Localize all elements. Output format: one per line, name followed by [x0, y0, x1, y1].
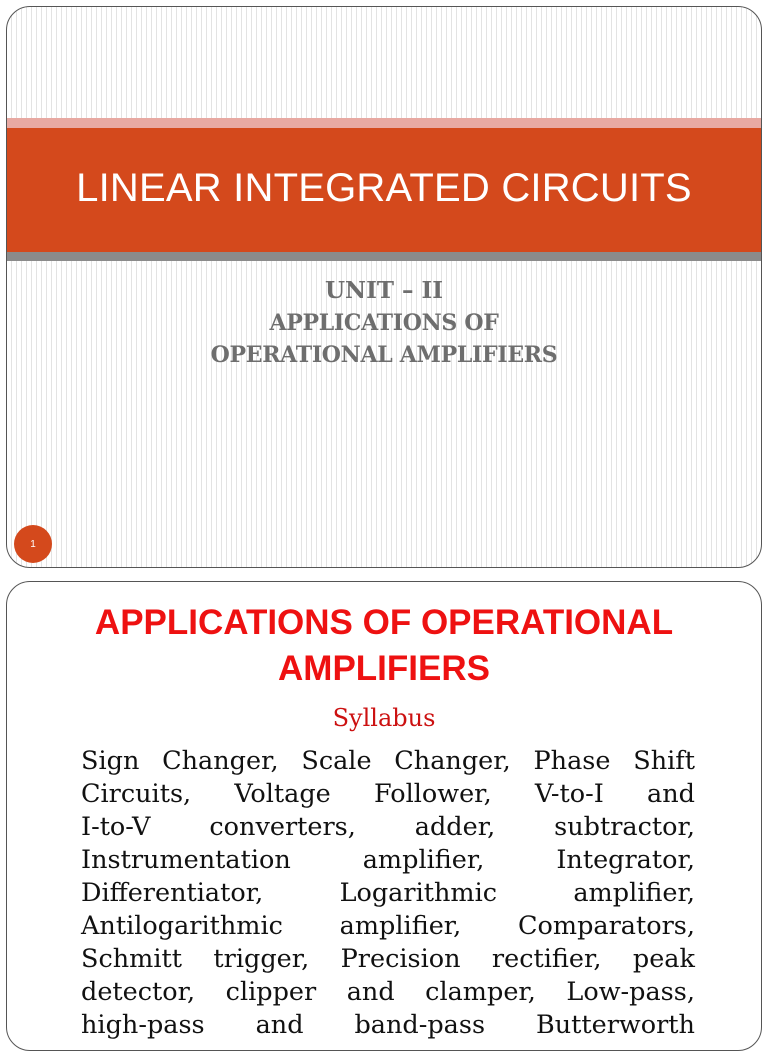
slide-title: LINEAR INTEGRATED CIRCUITS — [76, 165, 692, 210]
syllabus-word: clamper, — [425, 977, 536, 1007]
heading-line: APPLICATIONS OF OPERATIONAL — [94, 603, 674, 642]
title-slide — [6, 6, 762, 568]
syllabus-word: Antilogarithmic — [81, 911, 283, 941]
syllabus-word: and — [255, 1010, 304, 1040]
subtitle-block — [7, 275, 761, 371]
title-band-bottom-stripe — [7, 252, 761, 261]
syllabus-word: subtractor, — [554, 812, 695, 842]
syllabus-word: amplifier, — [362, 845, 485, 875]
syllabus-line — [81, 844, 695, 877]
syllabus-word: band-pass — [354, 1010, 486, 1040]
syllabus-line — [81, 1009, 695, 1042]
syllabus-word: Comparators, — [518, 911, 695, 941]
syllabus-slide — [6, 581, 762, 1051]
syllabus-word: Low-pass, — [566, 977, 695, 1007]
syllabus-word: amplifier, — [339, 911, 462, 941]
syllabus-word: I-to-V — [81, 812, 151, 842]
title-band-top-stripe — [7, 118, 761, 128]
syllabus-word: Differentiator, — [81, 878, 264, 908]
unit-label: UNIT – II — [325, 277, 443, 304]
syllabus-word: Integrator, — [556, 845, 695, 875]
syllabus-word: Schmitt — [81, 944, 183, 974]
syllabus-word: Instrumentation — [81, 845, 291, 875]
syllabus-word: Changer, — [162, 746, 279, 776]
syllabus-word: amplifier, — [573, 878, 695, 908]
syllabus-word: Precision — [340, 944, 461, 974]
syllabus-line — [81, 976, 695, 1009]
syllabus-word: trigger, — [213, 944, 310, 974]
syllabus-word: Changer, — [394, 746, 511, 776]
syllabus-word: clipper — [225, 977, 317, 1007]
syllabus-label: Syllabus — [332, 704, 436, 732]
syllabus-line — [81, 943, 695, 976]
syllabus-word: Shift — [633, 746, 695, 776]
syllabus-line — [81, 778, 695, 811]
subtitle-line: OPERATIONAL AMPLIFIERS — [210, 342, 558, 368]
syllabus-word: Follower, — [373, 779, 492, 809]
syllabus-line — [81, 877, 695, 910]
syllabus-word: Sign — [81, 746, 140, 776]
syllabus-word: Logarithmic — [339, 878, 498, 908]
syllabus-word: peak — [632, 944, 695, 974]
syllabus-word: V-to-I — [534, 779, 604, 809]
subtitle-line: APPLICATIONS OF — [269, 310, 499, 336]
syllabus-word: Phase — [533, 746, 611, 776]
syllabus-text — [81, 745, 695, 1042]
syllabus-word: adder, — [414, 812, 496, 842]
syllabus-line — [81, 811, 695, 844]
syllabus-word: and — [647, 779, 695, 809]
syllabus-word: Voltage — [234, 779, 331, 809]
syllabus-word: Butterworth — [536, 1010, 695, 1040]
syllabus-word: detector, — [81, 977, 196, 1007]
slide-heading — [7, 600, 761, 692]
syllabus-word: converters, — [209, 812, 356, 842]
syllabus-word: Circuits, — [81, 779, 192, 809]
heading-line: AMPLIFIERS — [278, 649, 490, 688]
slide-number-badge: 1 — [14, 525, 52, 563]
syllabus-word: rectifier, — [491, 944, 602, 974]
syllabus-word: Scale — [301, 746, 372, 776]
title-band — [7, 128, 761, 252]
syllabus-word: and — [346, 977, 395, 1007]
syllabus-line — [81, 745, 695, 778]
syllabus-line — [81, 910, 695, 943]
syllabus-word: high-pass — [81, 1010, 205, 1040]
